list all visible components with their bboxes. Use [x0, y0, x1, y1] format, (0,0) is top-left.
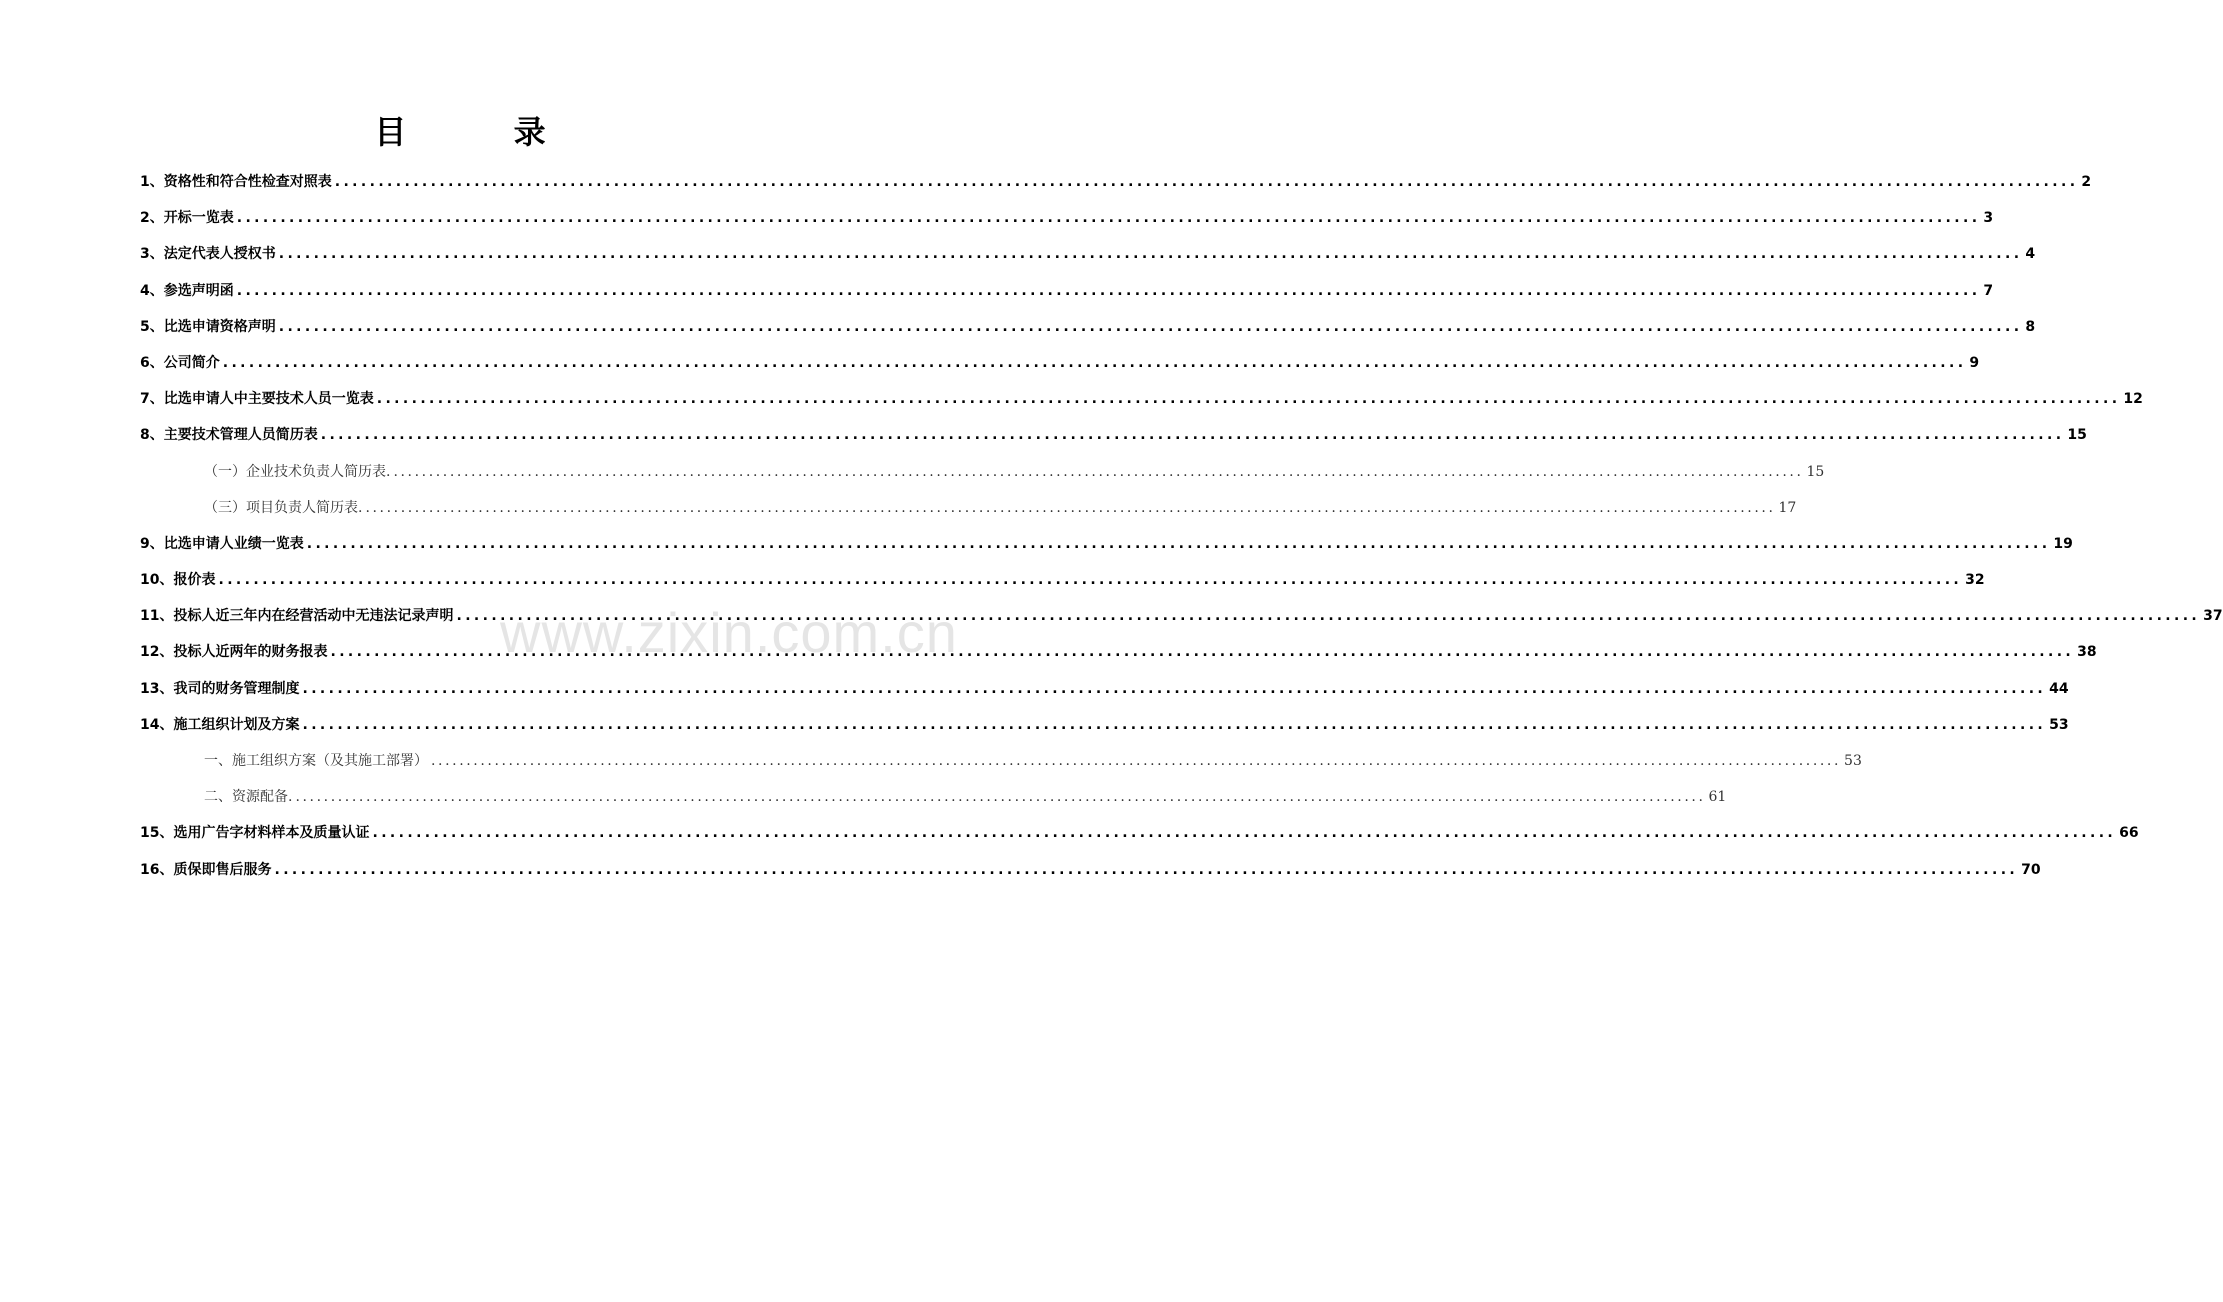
toc-leader-dots: ........................................................................................................................................................................................................	[218, 572, 1963, 589]
toc-entry-label: 4、参选声明函	[140, 282, 234, 299]
table-of-contents	[140, 164, 2223, 888]
toc-leader-dots: ........................................................................................................................................................................................................	[334, 174, 2079, 190]
toc-leader-dots: ........................................................................................................................................................................................................	[295, 789, 1706, 806]
toc-subentry-label: 二、资源配备.	[204, 789, 293, 806]
toc-leader-dots: ........................................................................................................................................................................................................	[236, 210, 1981, 227]
toc-entry[interactable]	[140, 309, 2036, 345]
toc-page-number: 2	[2081, 174, 2092, 190]
toc-leader-dots: ........................................................................................................................................................................................................	[320, 427, 2065, 444]
toc-entry-label: 7、比选申请人中主要技术人员一览表	[140, 391, 374, 408]
toc-page-number: 38	[2077, 644, 2097, 661]
toc-page-number: 53	[1844, 753, 1862, 769]
toc-leader-dots: ........................................................................................................................................................................................................	[365, 499, 1776, 516]
toc-leader-dots: ........................................................................................................................................................................................................	[236, 282, 1981, 299]
toc-entry-label: 10、报价表	[140, 572, 216, 589]
toc-subentry[interactable]	[140, 454, 1825, 490]
toc-entry-label: 1、资格性和符合性检查对照表	[140, 174, 332, 190]
toc-page-number: 15	[2067, 427, 2087, 444]
toc-entry[interactable]	[140, 815, 2139, 851]
toc-entry[interactable]	[140, 671, 2069, 707]
toc-entry-label: 6、公司简介	[140, 354, 220, 371]
toc-subentry[interactable]	[140, 743, 1862, 779]
toc-page-number: 9	[1969, 354, 1980, 371]
toc-entry[interactable]	[140, 200, 1994, 236]
toc-entry-label: 8、主要技术管理人员简历表	[140, 427, 318, 444]
toc-entry[interactable]	[140, 417, 2087, 453]
toc-entry-label: 16、质保即售后服务	[140, 861, 272, 878]
toc-subentry[interactable]	[140, 779, 1727, 815]
toc-entry[interactable]	[140, 562, 1985, 598]
toc-page-number: 8	[2025, 318, 2036, 335]
toc-entry-label: 12、投标人近两年的财务报表	[140, 644, 328, 661]
toc-entry-label: 13、我司的财务管理制度	[140, 680, 300, 697]
toc-leader-dots: ........................................................................................................................................................................................................	[302, 716, 2047, 733]
toc-subentry-label: （三）项目负责人简历表.	[204, 499, 363, 516]
toc-leader-dots: ........................................................................................................................................................................................................	[393, 463, 1804, 480]
toc-page-number: 15	[1806, 463, 1825, 480]
toc-entry-label: 11、投标人近三年内在经营活动中无违法记录声明	[140, 608, 454, 625]
toc-entry[interactable]	[140, 236, 2036, 272]
toc-subentry[interactable]	[140, 490, 1797, 526]
toc-page-number: 61	[1708, 789, 1727, 806]
page-title: 目 录	[374, 113, 594, 151]
toc-page-number: 7	[1983, 282, 1994, 299]
toc-entry[interactable]	[140, 852, 2041, 888]
toc-entry-label: 2、开标一览表	[140, 210, 234, 227]
toc-entry[interactable]	[140, 634, 2097, 670]
toc-leader-dots: ........................................................................................................................................................................................................	[456, 608, 2201, 625]
toc-entry[interactable]	[140, 526, 2073, 562]
toc-page-number: 32	[1965, 572, 1985, 589]
toc-subentry-label: 一、施工组织方案（及其施工部署）	[204, 753, 428, 769]
toc-entry-label: 15、选用广告字材料样本及质量认证	[140, 825, 370, 842]
toc-entry[interactable]	[140, 273, 1994, 309]
toc-entry-label: 5、比选申请资格声明	[140, 318, 276, 335]
toc-page-number: 17	[1778, 499, 1797, 516]
toc-leader-dots: ........................................................................................................................................................................................................	[330, 644, 2075, 661]
toc-leader-dots: ........................................................................................................................................................................................................	[302, 680, 2047, 697]
toc-page-number: 19	[2053, 535, 2073, 552]
toc-entry-label: 3、法定代表人授权书	[140, 246, 276, 263]
toc-entry-label: 9、比选申请人业绩一览表	[140, 535, 304, 552]
toc-page-number: 70	[2021, 861, 2041, 878]
watermark-text: www.zixin.com.cn	[500, 601, 958, 664]
toc-leader-dots: ........................................................................................................................................................................................................	[431, 753, 1842, 769]
toc-leader-dots: ........................................................................................................................................................................................................	[372, 825, 2117, 842]
toc-page-number: 53	[2049, 716, 2069, 733]
toc-page-number: 12	[2123, 391, 2143, 408]
toc-page-number: 66	[2119, 825, 2139, 842]
toc-leader-dots: ........................................................................................................................................................................................................	[278, 318, 2023, 335]
toc-leader-dots: ........................................................................................................................................................................................................	[306, 535, 2051, 552]
toc-subentry-label: （一）企业技术负责人简历表.	[204, 463, 391, 480]
toc-entry[interactable]	[140, 164, 2092, 200]
toc-entry[interactable]	[140, 345, 1980, 381]
toc-page-number: 3	[1983, 210, 1994, 227]
toc-entry[interactable]	[140, 381, 2143, 417]
toc-leader-dots: ........................................................................................................................................................................................................	[376, 391, 2121, 408]
toc-entry[interactable]	[140, 707, 2069, 743]
toc-leader-dots: ........................................................................................................................................................................................................	[274, 861, 2019, 878]
toc-page-number: 44	[2049, 680, 2069, 697]
toc-leader-dots: ........................................................................................................................................................................................................	[278, 246, 2023, 263]
toc-page-number: 37	[2203, 608, 2223, 625]
toc-entry-label: 14、施工组织计划及方案	[140, 716, 300, 733]
toc-leader-dots: ........................................................................................................................................................................................................	[222, 354, 1967, 371]
toc-page-number: 4	[2025, 246, 2036, 263]
